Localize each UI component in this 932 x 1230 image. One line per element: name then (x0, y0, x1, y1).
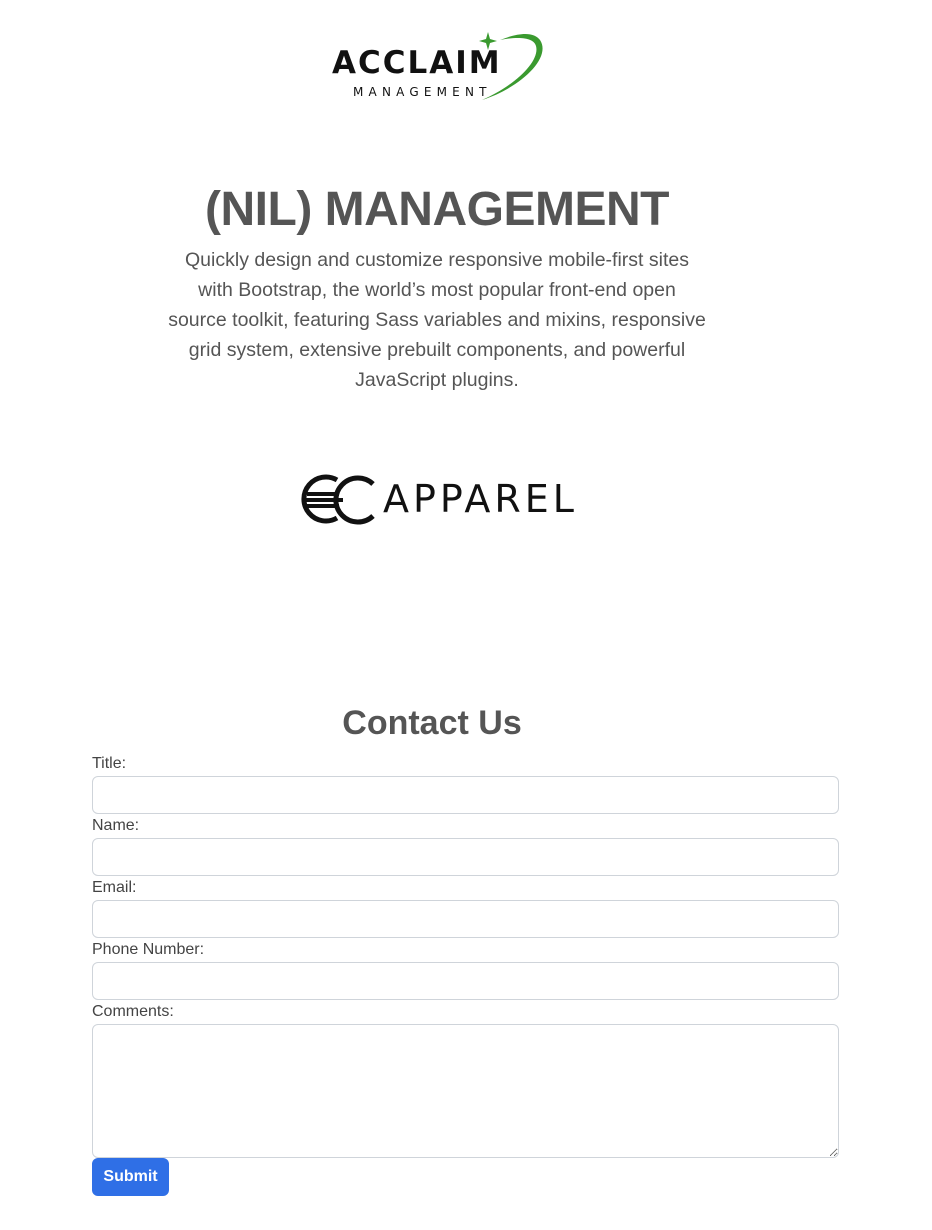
apparel-logo (293, 474, 583, 526)
page-title: (NIL) MANAGEMENT (205, 183, 669, 236)
title-label: Title: (92, 755, 127, 772)
contact-heading: Contact Us (342, 704, 522, 742)
email-label: Email: (92, 879, 137, 896)
phone-input[interactable] (92, 962, 839, 1000)
logo-subtitle: MANAGEMENT (353, 85, 492, 99)
title-input[interactable] (92, 776, 839, 814)
title-row (92, 754, 839, 816)
name-input[interactable] (92, 838, 839, 876)
comments-row (92, 1002, 839, 1158)
name-label: Name: (92, 817, 140, 834)
logo-wordmark: ACCLAIM (332, 45, 502, 81)
email-input[interactable] (92, 900, 839, 938)
apparel-wordmark: APPAREL (383, 477, 578, 521)
acclaim-logo (330, 28, 550, 110)
comments-label: Comments: (92, 1003, 174, 1020)
name-row (92, 816, 839, 878)
contact-form (92, 754, 839, 1196)
phone-row (92, 940, 839, 1002)
submit-button[interactable]: Submit (92, 1158, 169, 1196)
phone-label: Phone Number: (92, 941, 205, 958)
hero-description: Quickly design and customize responsive mobile-first sites with Bootstrap, the world’s most popular front-end open source toolkit, featuring Sass variables and mixins, responsive grid system, extensive prebuilt components, and powerful JavaScript plugins. (168, 249, 706, 391)
email-row (92, 878, 839, 940)
ec-monogram-icon (293, 474, 383, 526)
comments-textarea[interactable] (92, 1024, 839, 1158)
